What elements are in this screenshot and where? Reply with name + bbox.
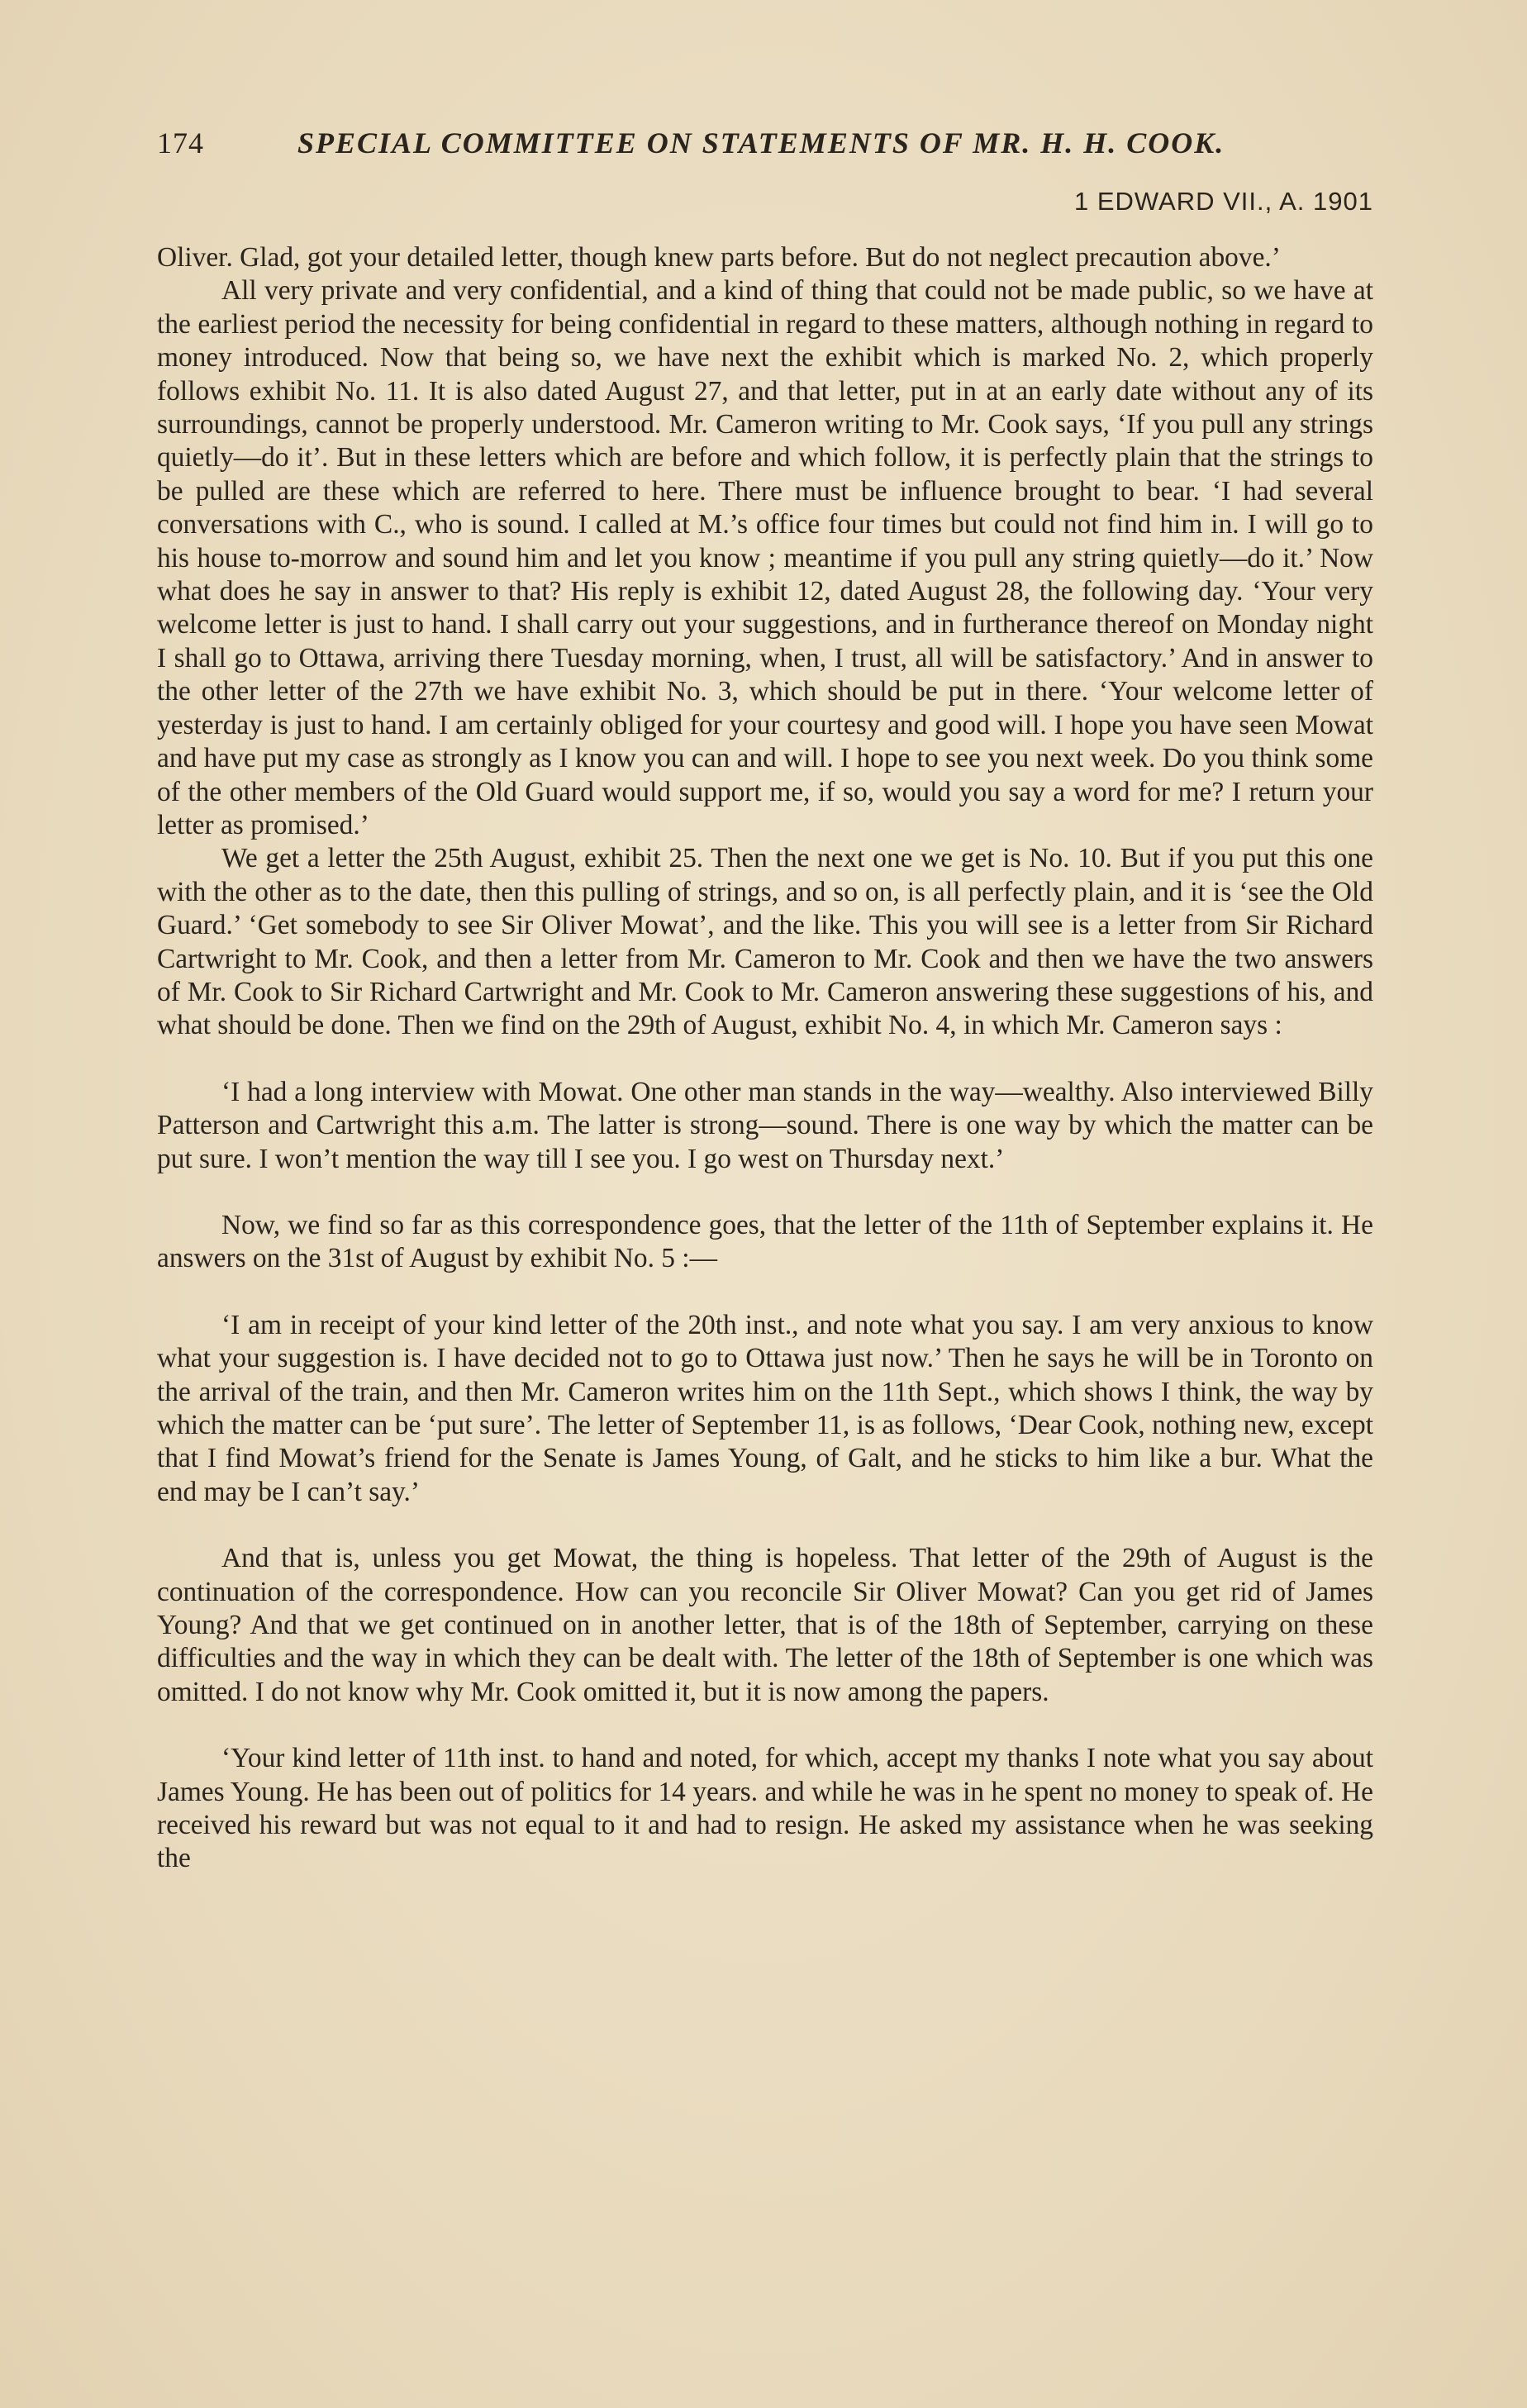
paragraph: Oliver. Glad, got your detailed letter, though knew parts before. But do not neglect precaution above.’: [157, 242, 1281, 273]
running-title: SPECIAL COMMITTEE ON STATEMENTS OF MR. H. H. COOK.: [297, 126, 1225, 159]
quoted-paragraph: ‘I had a long interview with Mowat. One other man stands in the way—wealthy. Also interviewed Billy Patterson and Cartwright this a.m. The latter is strong—sound. There is one way by which the matter can be put sure. I won’t mention the way till I see you. I go west on Thursday next.’: [157, 1076, 1373, 1174]
page-number: 174: [157, 126, 204, 159]
paragraph: We get a letter the 25th August, exhibit 25. Then the next one we get is No. 10. But if you put this one with the other as to the date, then this pulling of strings, and so on, is all perfectly plain, and it is ‘see the Old Guard.’ ‘Get somebody to see Sir Oliver Mowat’, and the like. This you will see is a letter from Sir Richard Cartwright to Mr. Cook, and then a letter from Mr. Cameron to Mr. Cook and then we have the two answers of Mr. Cook to Sir Richard Cartwright and Mr. Cook to Mr. Cameron answering these suggestions of his, and what should be done. Then we find on the 29th of August, exhibit No. 4, in which Mr. Cameron says :: [157, 843, 1373, 1041]
paragraph: And that is, unless you get Mowat, the thing is hopeless. That letter of the 29th of August is the continuation of the correspondence. How can you reconcile Sir Oliver Mowat? Can you get rid of James Young? And that we get continued on in another letter, that is of the 18th of September, carrying on these difficulties and the way in which they can be dealt with. The letter of the 18th of September is one which was omitted. I do not know why Mr. Cook omitted it, but it is now among the papers.: [157, 1543, 1373, 1707]
paragraph: Now, we find so far as this correspondence goes, that the letter of the 11th of September explains it. He answers on the 31st of August by exhibit No. 5 :—: [157, 1209, 1373, 1274]
paragraph: All very private and very confidential, and a kind of thing that could not be made public, so we have at the earliest period the necessity for being confidential in regard to these matters, although nothing in regard to money introduced. Now that being so, we have next the exhibit which is marked No. 2, which properly follows exhibit No. 11. It is also dated August 27, and that letter, put in at an early date without any of its surroundings, cannot be properly understood. Mr. Cameron writing to Mr. Cook says, ‘If you pull any strings quietly—do it’. But in these letters which are before and which follow, it is perfectly plain that the strings to be pulled are these which are referred to here. There must be influence brought to bear. ‘I had several conversations with C., who is sound. I called at M.’s office four times but could not find him in. I will go to his house to-morrow and sound him and let you know ; meantime if you pull any string quietly—do it.’ Now what does he say in answer to that? His reply is exhibit 12, dated August 28, the following day. ‘Your very welcome letter is just to hand. I shall carry out your suggestions, and in furtherance thereof on Monday night I shall go to Ottawa, arriving there Tuesday morning, when, I trust, all will be satisfactory.’ And in answer to the other letter of the 27th we have exhibit No. 3, which should be put in there. ‘Your welcome letter of yesterday is just to hand. I am certainly obliged for your courtesy and good will. I hope you have seen Mowat and have put my case as strongly as I know you can and will. I hope to see you next week. Do you think some of the other members of the Old Guard would support me, if so, would you say a word for me? I return your letter as promised.’: [157, 275, 1373, 840]
page-header: [157, 126, 1363, 160]
body-text: [157, 241, 1373, 1876]
quoted-paragraph: ‘I am in receipt of your kind letter of the 20th inst., and note what you say. I am very anxious to know what your suggestion is. I have decided not to go to Ottawa just now.’ Then he says he will be in Toronto on the arrival of the train, and then Mr. Cameron writes him on the 11th Sept., which shows I think, the way by which the matter can be ‘put sure’. The letter of September 11, is as follows, ‘Dear Cook, nothing new, except that I find Mowat’s friend for the Senate is James Young, of Galt, and he sticks to him like a bur. What the end may be I can’t say.’: [157, 1309, 1373, 1507]
quoted-paragraph: ‘Your kind letter of 11th inst. to hand and noted, for which, accept my thanks I note what you say about James Young. He has been out of politics for 14 years. and while he was in he spent no money to speak of. He received his reward but was not equal to it and had to resign. He asked my assistance when he was seeking the: [157, 1743, 1373, 1874]
session-label: 1 EDWARD VII., A. 1901: [1074, 187, 1373, 216]
